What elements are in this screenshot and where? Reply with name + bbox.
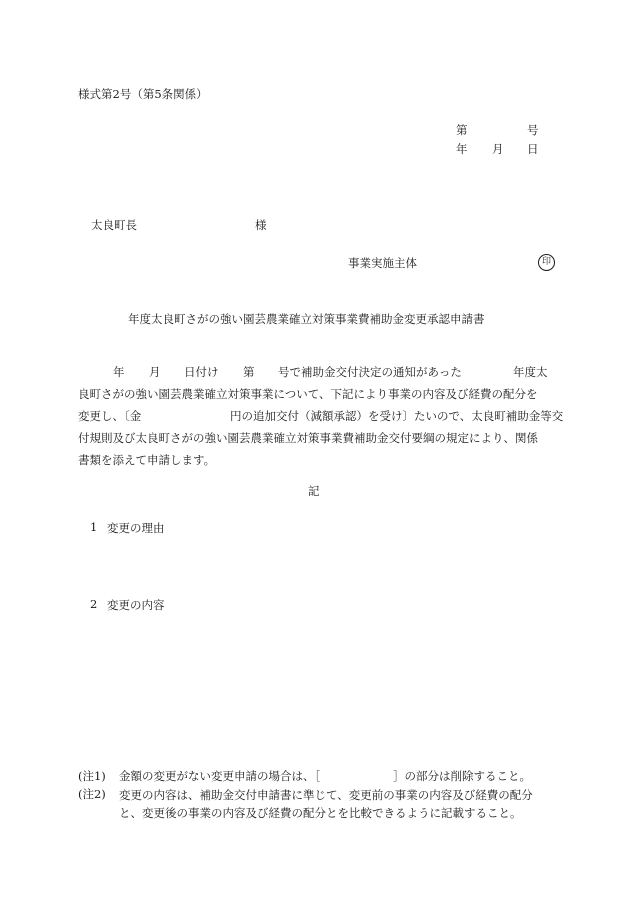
applicant-label: 事業実施主体 — [348, 256, 417, 270]
addressee-honorific: 様 — [255, 218, 267, 232]
body-line1-end: 年度太 — [513, 365, 548, 379]
number-prefix: 第 — [456, 123, 468, 137]
body-day: 日付け — [184, 365, 219, 379]
number-suffix: 号 — [527, 123, 539, 137]
note-marker: (注1) — [78, 769, 106, 783]
note-text-b: ］の部分は削除すること。 — [393, 769, 531, 783]
body-line3-rest: 円の追加交付（減額承認）を受け〕たいので、太良町補助金等交 — [230, 409, 564, 423]
body-line1-rest: 号で補助金交付決定の通知があった — [278, 365, 462, 379]
seal-mark — [538, 253, 555, 271]
ki-heading: 記 — [308, 484, 320, 498]
note-text-a: 金額の変更がない変更申請の場合は、［ — [119, 769, 321, 783]
item-number: 2 — [90, 597, 98, 611]
date-day: 日 — [527, 142, 539, 156]
form-number: 様式第2号（第5条関係） — [78, 87, 208, 101]
note-text: 変更の内容は、補助金交付申請書に準じて、変更前の事業の内容及び経費の配分と、変更後の事業の内容及び経費の配分とを比較できるように記載すること。 — [119, 788, 533, 820]
date-month: 月 — [492, 142, 504, 156]
document-title: 年度太良町さがの強い園芸農業確立対策事業費補助金変更承認申請書 — [128, 312, 485, 326]
item-label-content: 変更の内容 — [107, 598, 165, 612]
addressee-name: 太良町長 — [91, 218, 137, 232]
body-line3-start: 変更し、〔金 — [78, 409, 142, 423]
body-year: 年 — [113, 365, 125, 379]
note-marker: (注2) — [78, 787, 106, 801]
seal-icon: 印 — [538, 254, 555, 271]
body-line4: 付規則及び太良町さがの強い園芸農業確立対策事業費補助金交付要綱の規定により、関係 — [78, 431, 538, 445]
body-month: 月 — [149, 365, 161, 379]
item-number: 1 — [90, 520, 98, 534]
body-no: 第 — [243, 365, 255, 379]
date-year: 年 — [456, 142, 468, 156]
body-line2: 良町さがの強い園芸農業確立対策事業について、下記により事業の内容及び経費の配分を — [78, 387, 538, 401]
item-label-reason: 変更の理由 — [107, 521, 165, 535]
body-line5: 書類を添えて申請します。 — [78, 453, 216, 467]
